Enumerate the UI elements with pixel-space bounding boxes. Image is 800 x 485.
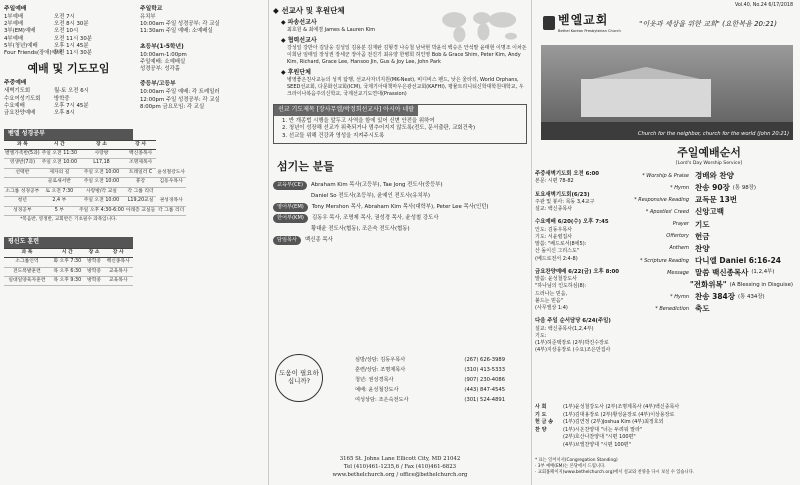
worship-order-row xyxy=(625,232,793,242)
contact-phone: (907) 230-4086 xyxy=(464,376,505,383)
help-circle xyxy=(275,354,323,402)
worship-order-label: * Hymn xyxy=(670,184,689,191)
diamond-icon: ◆ xyxy=(281,19,288,27)
worship-order-item: 교독문 13번 xyxy=(695,195,738,205)
worship-order-row xyxy=(625,244,793,254)
worship-order-row xyxy=(625,220,793,230)
worship-order-item: 찬송 384장 xyxy=(695,292,736,302)
table-cell: 주일 오전 11:30 xyxy=(41,150,78,159)
contact-row xyxy=(355,376,505,386)
table-header-cell: 과 목 xyxy=(4,248,50,257)
table-cell: 교육목사 xyxy=(103,267,133,276)
worship-order-row xyxy=(625,195,793,205)
elementary-title: 초등부(1-5학년) xyxy=(140,43,184,50)
worship-order-label: * Worship & Praise xyxy=(642,172,689,179)
servant-row xyxy=(273,225,527,234)
schedule-line: 주일예배: 소예배실 xyxy=(140,58,186,65)
table-header-cell: 강 사 xyxy=(125,140,156,149)
footnotes xyxy=(535,458,797,477)
school-schedule-column xyxy=(140,0,262,485)
servant-text: Abraham Kim 목사(고등부), Tae Jong 전도사(중등부) xyxy=(310,181,443,188)
mission-group-text: 병영좋은친사교능의 성직 탐행, 선교사자녀지원(MK-Nest), 비디비스 펜드, 낮은 울타리, World Orphans, SEED선교회, 다문화선교회(ICM), 국제기아대책마우은광선교회(KAFHI), 평뮬트리니티신학대학원대학교, 우크라이나복음주의신학교, 국제선교기도연대(Prassion) xyxy=(287,77,524,98)
table-cell: 제자의 길 xyxy=(41,168,78,177)
servant-tag: 교육부(CE) xyxy=(273,181,307,190)
table-header-cell: 시 간 xyxy=(41,140,78,149)
table-cell: 교육목사 xyxy=(103,276,133,285)
table-cell: 방학중 xyxy=(85,258,104,267)
table-cell: 주일 오전 10:00 xyxy=(78,168,125,177)
worship-order-label: * Hymn xyxy=(670,293,689,300)
servant-tag: 담임목사 xyxy=(273,236,301,245)
worship-order-label: * Responsive Reading xyxy=(634,196,689,203)
youth-block xyxy=(140,81,262,111)
announcement-title: 다음 주일 순서담당 6/24(주일) xyxy=(535,318,611,325)
contact-phone: (267) 626-3989 xyxy=(464,357,505,363)
schedule-row xyxy=(4,28,133,35)
mission-group-title-text: 후원단체 xyxy=(287,69,311,77)
weekly-announcements xyxy=(535,165,623,355)
table-row xyxy=(4,276,133,285)
worship-order-label: * Benediction xyxy=(655,306,689,313)
worship-prayer-heading: 예배 및 기도모임 xyxy=(27,61,110,75)
assignment-role xyxy=(535,434,563,442)
assignment-people: (1부)김대용장로 (2부)황성윤장로 (4부)이상용장로 xyxy=(563,411,675,418)
contact-row xyxy=(355,356,505,366)
contact-row xyxy=(355,396,505,406)
worship-order-label: * Apostles' Creed xyxy=(645,209,689,216)
assignment-role: 헌 금 송 xyxy=(535,419,553,425)
schedule-row xyxy=(4,88,133,95)
announcement-text: 말씀: 윤성철강도사 "하나님의 인도하심(8): 드러나는 믿음, 붙드는 믿음" (사무엘상 1:4) xyxy=(535,276,587,312)
world-map-icon xyxy=(437,6,523,44)
youth-title: 중등부/고등부 xyxy=(140,81,176,88)
contact-name: 심방/상담: 김동우목사 xyxy=(355,357,406,363)
announcement-title: 금요찬양예배 6/22(금) 오후 8:00 xyxy=(535,268,620,275)
table-cell: 벧엘가족반(5과) xyxy=(4,150,41,159)
sunday-worship-rows xyxy=(4,14,133,58)
servant-row xyxy=(273,192,527,201)
schedule-line: 12:00pm 주일 성경공부: 각 교실 xyxy=(140,96,220,103)
assignment-role: 사 회 xyxy=(535,404,547,410)
mission-prayer-box xyxy=(273,104,527,144)
assignment-row xyxy=(535,427,797,435)
worship-order-extra: (A Blessing in Disguise) xyxy=(729,281,793,288)
servant-text: 김동우 목사, 조명제 목사, 권성경 목사, 윤성철 강도사 xyxy=(311,214,439,221)
worship-order-item: 기도 xyxy=(695,219,710,229)
contact-list xyxy=(355,356,505,405)
table-cell: 5 부 xyxy=(41,206,78,215)
schedule-time: 오전 7시 xyxy=(54,13,75,20)
church-motto: "이웃과 세상을 위한 교회" (요한복음 20:21) xyxy=(639,20,777,28)
missions-heading-text: 선교사 및 후원단체 xyxy=(281,6,345,15)
schedule-time: 오전 11시 30분 xyxy=(54,50,92,57)
contact-name: 여성상담: 조은숙전도사 xyxy=(355,396,409,403)
worship-order-item: 다니엘 Daniel 6:16-24 xyxy=(695,255,782,265)
missions-column xyxy=(268,0,532,485)
contact-phone: (443) 847-4545 xyxy=(464,386,505,393)
table-cell: L17,18 xyxy=(78,159,125,168)
announcement-text: 본문: 시편 78-82 xyxy=(535,178,574,185)
service-assignments xyxy=(535,404,797,449)
elementary-rows xyxy=(140,52,262,74)
help-circle-text: 도움이 필요하십니까? xyxy=(279,369,319,385)
schedule-row xyxy=(4,96,133,103)
table-header-cell: 장 소 xyxy=(78,140,125,149)
table-cell: 각 그룹 리더 xyxy=(156,206,186,215)
announcement-title: 토요새벽기도회(6/23) xyxy=(535,191,590,198)
worship-order-label: Prayer xyxy=(672,221,689,228)
contact-phone: (310) 413-5333 xyxy=(464,366,505,373)
table-cell: 방학중 xyxy=(85,276,104,285)
schedule-line: 10:00am 주일 성경공부: 각 교실 xyxy=(140,21,220,28)
table-cell: 목 오후 6:30 xyxy=(50,267,85,276)
schedule-row xyxy=(4,50,133,57)
schedule-row xyxy=(4,14,133,21)
table-cell: 김동우목사 xyxy=(156,178,186,187)
assignment-row xyxy=(535,419,797,427)
schedule-line: 10:00am 주일 예배: 각 트레일러 xyxy=(140,89,220,96)
church-logo-icon xyxy=(543,16,555,30)
schedule-row xyxy=(4,36,133,43)
schedule-time: 월-토 오전 6시 xyxy=(54,88,89,95)
lay-training-bar: 평신도 훈련 xyxy=(4,237,133,247)
schedule-line: 8:00pm 금요모임: 각 교실 xyxy=(140,103,205,110)
table-cell: 권성경목사 xyxy=(156,197,186,206)
worship-order-list xyxy=(625,171,793,315)
worship-order-label: Message xyxy=(667,269,689,276)
schedule-line: 유치부 xyxy=(140,13,156,20)
table-cell: 주일 오후 4:30-6:00 xyxy=(78,206,125,215)
assignment-row xyxy=(535,412,797,420)
servant-tag: 영어부(EM) xyxy=(273,203,308,212)
missions-bullet-icon: ◆ xyxy=(273,6,282,15)
worship-order-row xyxy=(625,292,793,302)
schedule-line: 성경공부: 성각홀 xyxy=(140,66,180,73)
worship-order-extra: (통 434장) xyxy=(738,293,765,300)
table-cell: 사랑방 xyxy=(78,150,125,159)
contact-name: 훈련/상담: 조명제목사 xyxy=(355,366,406,373)
schedule-label: 수요여성기도회 xyxy=(4,95,41,102)
youth-rows xyxy=(140,89,262,111)
worship-order-item: 신앙고백 xyxy=(695,207,724,217)
assignment-people: (4부)브엘찬양대 "시편 100편" xyxy=(563,441,631,448)
schedule-line: 3. 선교들 위해 건강과 영성을 지켜주시도록 xyxy=(282,133,385,140)
servant-text: 백신종 목사 xyxy=(305,236,333,243)
table-cell: 청년 xyxy=(4,197,41,206)
table-header-cell: 강 사 xyxy=(103,248,133,257)
schedule-line: * 표는 일어서서(Congregation Standing) xyxy=(535,458,618,463)
schedule-label: 금요찬양예배 xyxy=(4,110,36,117)
mission-group-text: 강성일 강반아 김달웅 김성일 김용분 김재완 김형경 나승철 남낙현 박윤석 백승은 안석말 윤태현 이명조 이차돈 이희남 임태일 장성권 장세군 장아곰 전진기 최유양 한병희 허인영 Bob & Grace Shim, Peter Kim, Andy Kim, Richard, Grace Lee, Hansoo Jin, Gus & Joy Lee, John Park xyxy=(287,45,527,66)
lay-training-table xyxy=(4,248,133,287)
worship-order-item: 축도 xyxy=(695,304,710,314)
assignment-row xyxy=(535,404,797,412)
table-cell: L19,20교실 xyxy=(125,197,156,206)
schedule-line: · 3부 예배(EM)는 본당에서 드립니다. xyxy=(535,464,606,470)
table-cell: 방학중 xyxy=(85,267,104,276)
worship-order-label: Anthem xyxy=(669,245,689,252)
table-cell: 영생반(7과) xyxy=(4,159,41,168)
diamond-icon: ◆ xyxy=(281,69,288,77)
assignment-role: 기 도 xyxy=(535,411,547,418)
church-photo xyxy=(541,45,793,140)
table-cell: 사랑방/각 교실 xyxy=(78,187,125,196)
announcement-text: 주관 및 봉사: 목동 3,4교구 설교: 백신종목사 xyxy=(535,198,595,213)
cover-column xyxy=(535,0,797,485)
worship-order-row xyxy=(625,256,793,266)
schedule-label: 1부예배 xyxy=(4,13,24,20)
announcement-text: 설교: 백신종목사(1,2,4부) 기도: (1부)허준택장로 (2부)박진수장로 (4부)지상웅장로 (수요)조은만집사 xyxy=(535,325,611,354)
sunday-worship-title: 주일예배 xyxy=(4,6,27,12)
schedule-line: Tel (410)461-1235,6 / Fax (410)461-6823 xyxy=(343,464,457,471)
worship-order-row xyxy=(625,268,793,278)
bible-study-bar: 벧엘 성경공부 xyxy=(4,129,133,139)
servant-text: Daniel So 전도사(초등부), 윤예인 전도사(유치부) xyxy=(310,192,430,199)
church-name: 벧엘교회 xyxy=(558,13,609,28)
announcement-text: 인도: 김동우목사 기도: 서윤렬집사 말씀: "베드로서(8에5): 산 돌이신 그리스도" (베드로전서 2:4-8) xyxy=(535,226,587,262)
schedule-label: 2부예배 xyxy=(4,21,24,28)
schedule-line: 10:00am-1:00pm xyxy=(140,51,187,58)
table-header-cell: 시 간 xyxy=(50,248,85,257)
schedule-line: www.bethelchurch.org / office@bethelchurch.org xyxy=(332,472,468,479)
schedule-time: 오후 7시 45분 xyxy=(54,102,89,109)
worship-order-label: * Scripture Reading xyxy=(639,257,689,264)
diamond-icon: ◆ xyxy=(281,37,288,45)
schedule-time: 오전 11시 30분 xyxy=(54,35,92,42)
mission-group-title-text: 협력선교사 xyxy=(287,37,317,45)
contact-row xyxy=(355,366,505,376)
assignment-people: (1부)김연정 (2부)Joshua Kim (4부)최정호외 xyxy=(563,419,664,425)
sunday-school-block xyxy=(140,6,262,36)
table-cell: 휴강 xyxy=(125,178,156,187)
schedule-label: 새벽기도회 xyxy=(4,88,31,95)
table-cell: 일대일양육자훈련 xyxy=(4,276,50,285)
schedule-line: · 교회홈페이지(www.bethelchurch.org)에서 설교와 찬양을 다시 보실 수 있습니다. xyxy=(535,470,695,476)
sunday-school-rows xyxy=(140,14,262,36)
sunday-worship-block xyxy=(4,6,133,58)
mission-prayer-title: 선교 기도제목 [장사무엘/박정희선교사] 아시아 네팔 xyxy=(274,105,418,115)
assignment-people: (1부)시온찬양대 "너는 두려워 말라" xyxy=(563,426,643,433)
schedule-label: Four Friends(장애)예배 xyxy=(4,50,62,57)
worship-order-title: 주일예배순서 xyxy=(677,146,741,159)
schedule-label: 4부예배 xyxy=(4,35,24,42)
announcement-title: 주중새벽기도회 오전 6:00 xyxy=(535,171,600,177)
assignment-people: (1부)윤성철강도사 (2부)조명제목사 (4부)백신종목사 xyxy=(563,404,680,410)
schedule-line: 11:30am 주일 예배: 소예배실 xyxy=(140,28,213,35)
table-header-cell: 과 목 xyxy=(4,140,41,149)
table-cell: 주일 오전 10:00 xyxy=(78,178,125,187)
schedule-label: 3부(EM)예배 xyxy=(4,28,36,35)
sunday-school-title: 주일학교 xyxy=(140,6,163,12)
table-cell: 주일 오전 10:00 xyxy=(78,197,125,206)
mission-group-text: 최호원 & 최에겸 James & Lauren Kim xyxy=(287,27,376,34)
table-cell: 2,4 부 xyxy=(41,197,78,206)
schedule-line: 2. 청년이 성장해 선교가 위축되거나 멈추어지지 않도록(전도, 문서출판, 교회건축) xyxy=(282,125,476,132)
schedule-time: 오후 8시 xyxy=(54,110,75,117)
volume-info: Vol.40, No.24 6/17/2018 xyxy=(734,3,793,8)
table-cell xyxy=(4,178,41,187)
worship-order-item: 경배와 찬양 xyxy=(695,171,734,181)
mission-prayer-items xyxy=(274,116,526,143)
schedule-line: 1. 반 개종법 시행을 앞두고 사역을 함에 있어 신변 안전을 위하여 xyxy=(282,117,435,124)
servant-row xyxy=(273,236,527,245)
schedule-time: 오전 10시 xyxy=(54,28,79,35)
table-cell: 골로새서반 xyxy=(41,178,78,187)
table-cell: 윤성철강도사 xyxy=(156,168,186,177)
church-english-name: Bethel Korean Presbyterian Church xyxy=(558,28,621,33)
table-header-cell: 장 소 xyxy=(85,248,104,257)
photo-caption: Church for the neighbor, church for the world (John 20:21) xyxy=(637,130,789,137)
assignment-people: (2부)호산나찬양대 "시편 100편" xyxy=(563,434,636,440)
servants-heading: 섬기는 분들 xyxy=(277,159,334,173)
table-cell: 백신종목사 xyxy=(103,258,133,267)
schedule-time: 오후 1시 45분 xyxy=(54,43,89,49)
worship-order-extra: (1,2,4부) xyxy=(751,269,775,276)
contact-row xyxy=(355,386,505,396)
table-cell: 주일 오전 10:00 xyxy=(41,159,78,168)
table-cell: 전도폭발훈련 xyxy=(4,267,50,276)
worship-order-extra: (통 98장) xyxy=(732,184,756,191)
assignment-row xyxy=(535,434,797,442)
worship-order-label: Offertory xyxy=(666,233,689,240)
servants-list xyxy=(269,181,531,245)
assignment-role xyxy=(535,442,563,450)
worship-order-item: 헌금 xyxy=(695,231,710,241)
worship-order-row xyxy=(625,304,793,314)
worship-order-subtitle: [Lord's Day Worship Service] xyxy=(675,160,743,166)
worship-order-item: 찬양 xyxy=(695,243,710,253)
assignment-role: 찬 양 xyxy=(535,426,547,433)
contact-name: 예배: 윤성철강도사 xyxy=(355,386,399,393)
table-cell: 아래층 교실들 xyxy=(125,206,156,215)
table-cell: 각 그룹 리더 xyxy=(125,187,156,196)
worship-order-item: 말씀 백신종목사 xyxy=(695,268,749,278)
bible-study-note: *복음반, 영생반, 교회반은 기초필수 과목입니다. xyxy=(20,217,117,223)
table-cell: 토 오전 7:30 xyxy=(41,187,78,196)
table-cell: 성경공부 xyxy=(4,206,41,215)
table-cell: 조명제목사 xyxy=(125,159,156,168)
assignment-row xyxy=(535,442,797,450)
servant-row xyxy=(273,203,527,212)
schedule-label: 수요예배 xyxy=(4,102,25,109)
table-cell: 트레일러 C xyxy=(125,168,156,177)
church-address xyxy=(269,455,531,479)
weekday-worship-rows xyxy=(4,88,133,117)
table-cell: 화 오후 7:30 xyxy=(50,258,85,267)
table-row xyxy=(4,258,133,267)
worship-order-item: "전화위복" xyxy=(689,280,727,290)
contact-phone: (301) 524-4891 xyxy=(464,396,505,403)
servant-row xyxy=(273,214,527,223)
weekday-worship-title: 주중예배 xyxy=(4,80,27,87)
schedule-time: 오전 8시 30분 xyxy=(54,21,89,28)
servant-text: Tony Mershon 목사, Abraham Kim 목사(대학부), Peter Lee 목사(인턴) xyxy=(311,203,489,210)
worship-order xyxy=(625,146,793,317)
schedule-label: 5부(청년)예배 xyxy=(4,43,38,49)
weekday-worship-block xyxy=(4,80,133,117)
schedule-row xyxy=(4,110,133,117)
worship-order-row xyxy=(625,207,793,217)
schedule-time: 방학중 xyxy=(54,95,70,102)
table-row xyxy=(4,267,133,276)
worship-order-row xyxy=(625,280,793,290)
servant-tag: 한어부(KM) xyxy=(273,214,308,223)
table-cell: 소그룹인역 xyxy=(4,258,50,267)
servant-row xyxy=(273,181,527,190)
table-cell: 백신종목사 xyxy=(125,150,156,159)
contact-name: 청년: 권성경목사 xyxy=(355,376,394,383)
church-building xyxy=(581,79,711,117)
table-cell: 선택반 xyxy=(4,168,41,177)
worship-order-row xyxy=(625,183,793,193)
worship-order-row xyxy=(625,171,793,181)
mission-group-title-text: 파송선교사 xyxy=(287,19,317,27)
schedule-line: 3165 St. Johns Lane Ellicott City, MD 21042 xyxy=(339,456,461,462)
elementary-block xyxy=(140,44,262,74)
announcement-title: 수요예배 6/20(수) 오후 7:45 xyxy=(535,219,609,226)
worship-order-item: 찬송 90장 xyxy=(695,183,730,193)
table-cell: 목 오후 9:30 xyxy=(50,276,85,285)
servant-text: 황대윤 전도사(협동), 조은숙 전도사(협동) xyxy=(310,225,410,232)
table-cell: 소그룹 성경공부 xyxy=(4,187,41,196)
